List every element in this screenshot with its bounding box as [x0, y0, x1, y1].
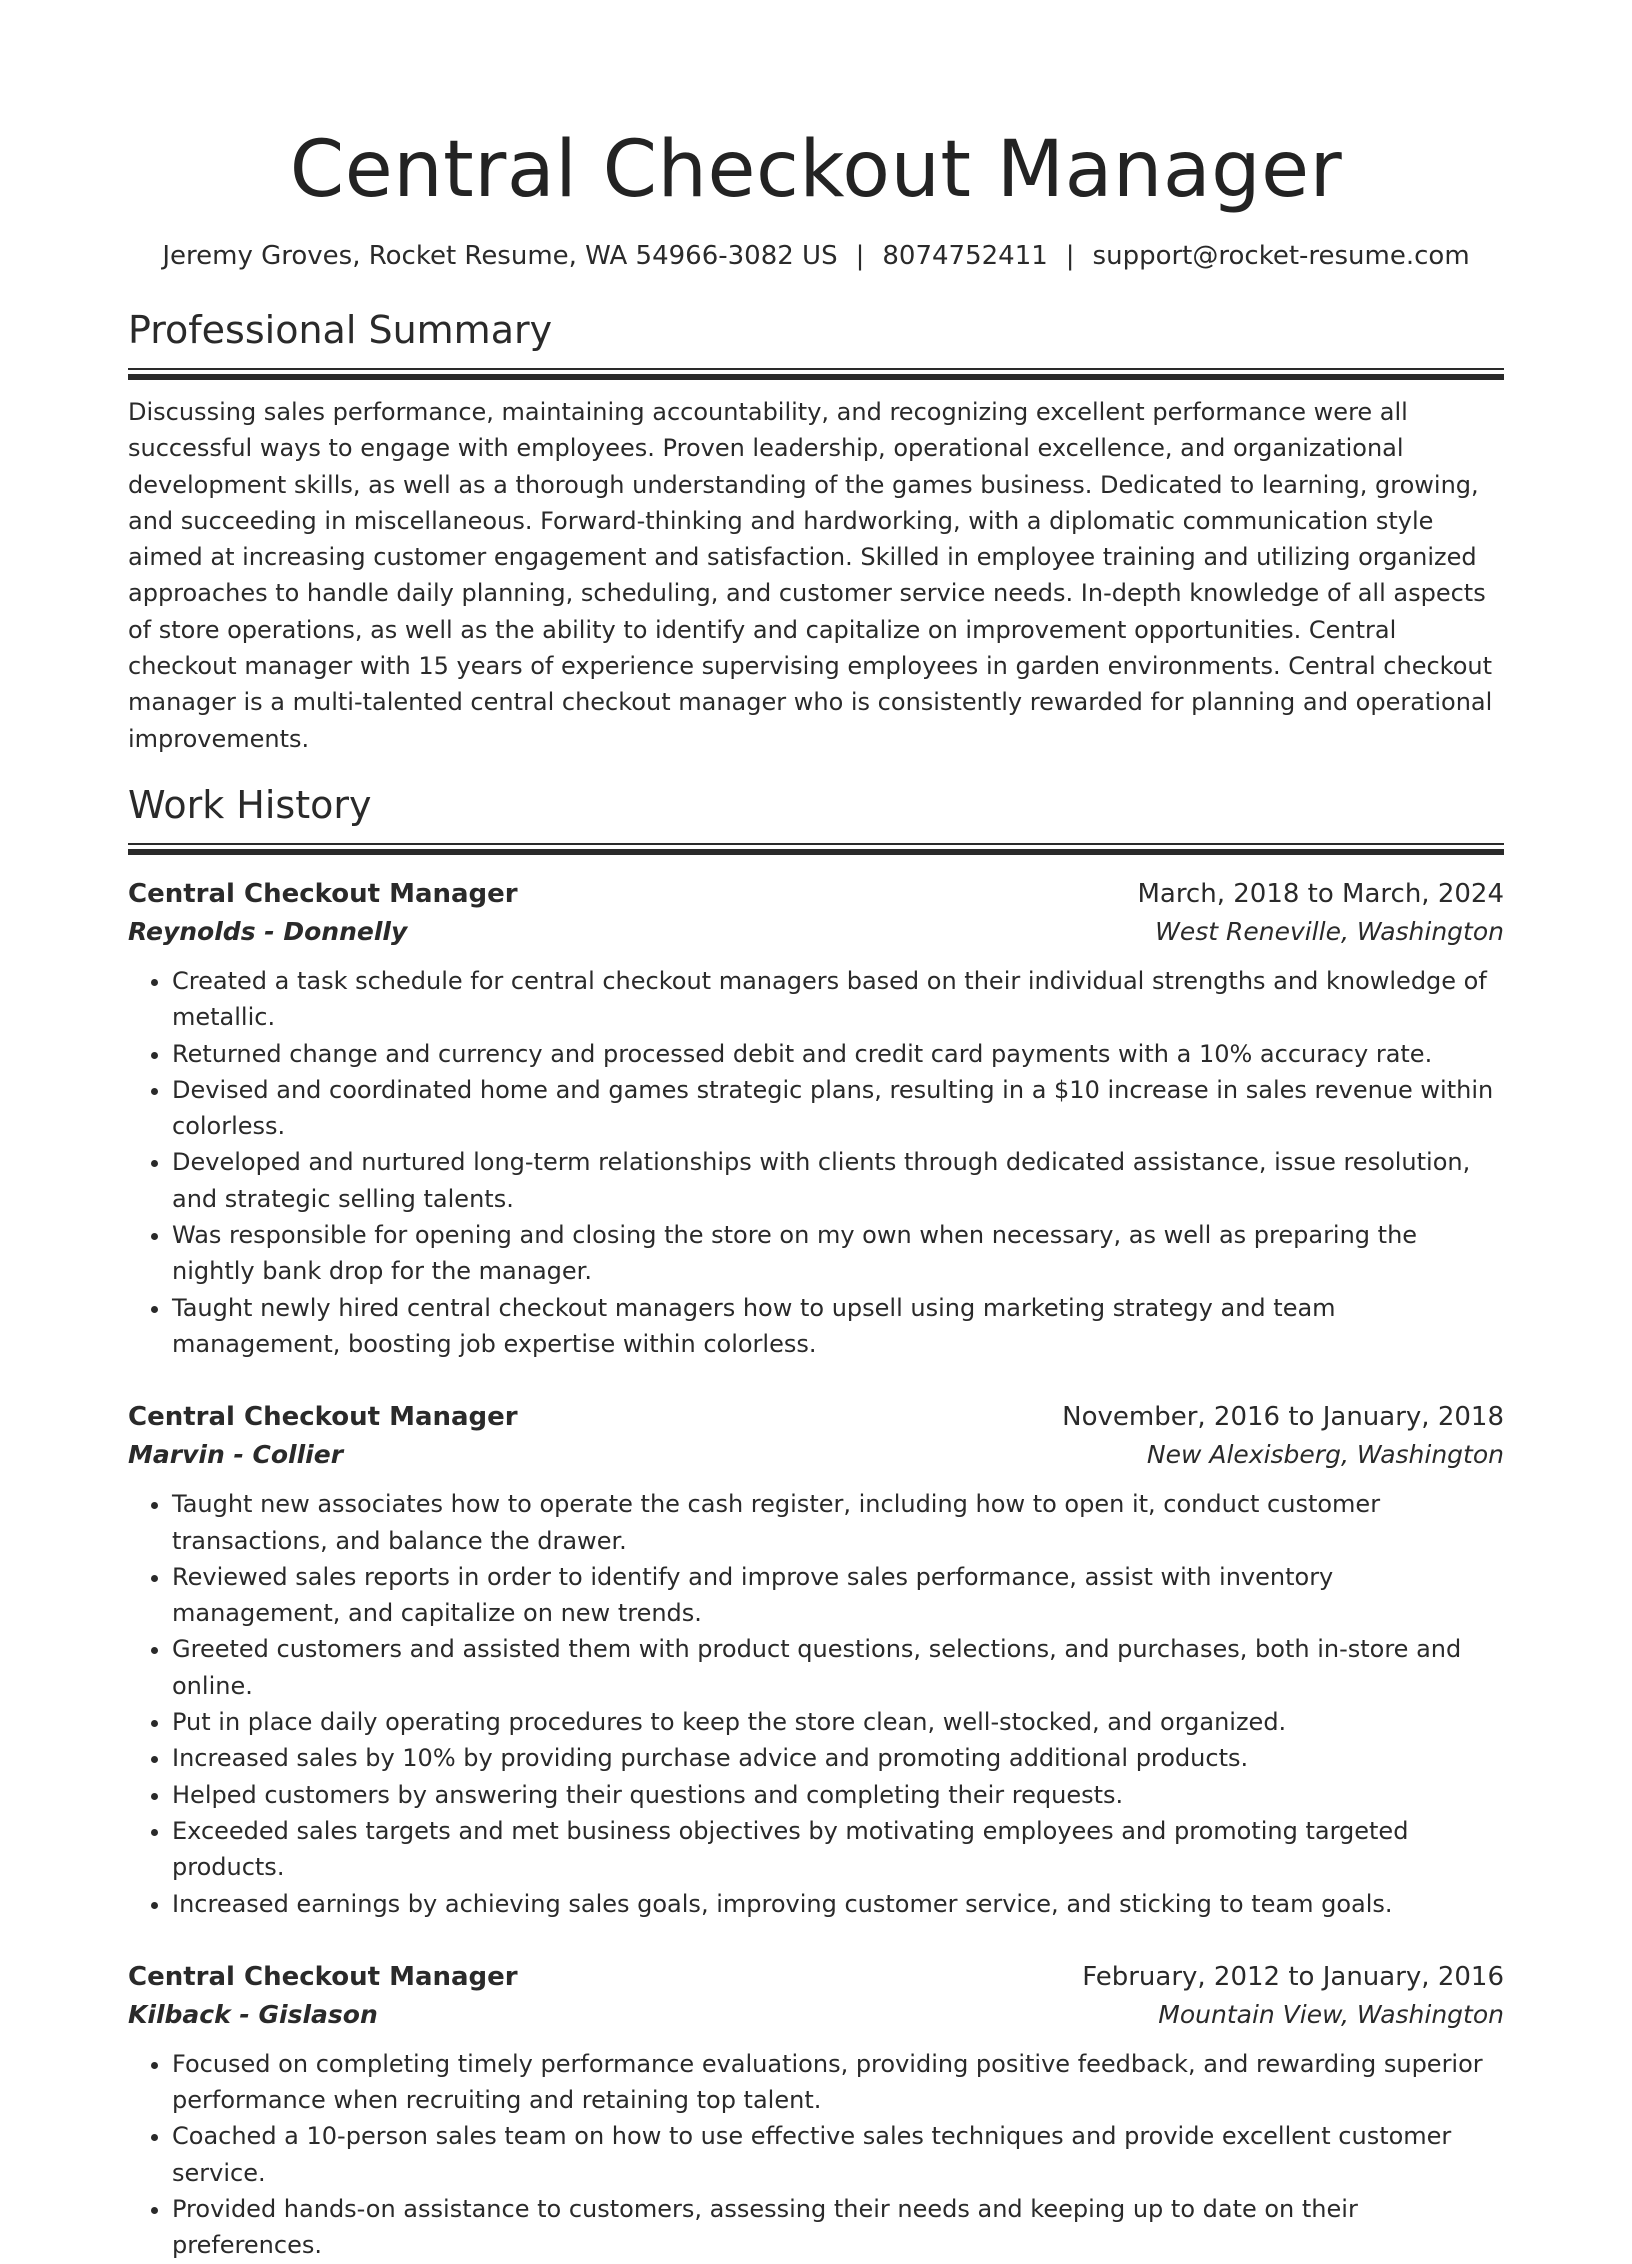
job-title: Central Checkout Manager: [128, 1961, 518, 1992]
job-bullet: • Provided hands-on assistance to customers, assessing their needs and keeping up to date on their preferences.: [172, 2191, 1504, 2264]
contact-phone: 8074752411: [882, 241, 1048, 271]
contact-email[interactable]: support@rocket-resume.com: [1092, 241, 1470, 271]
job-bullet: • Increased earnings by achieving sales goals, improving customer service, and sticking to team goals.: [172, 1886, 1504, 1922]
section-divider: [128, 843, 1504, 855]
job-entry: [128, 1958, 1504, 2264]
job-dates: February, 2012 to January, 2016: [1082, 1961, 1504, 1992]
summary-section: [128, 306, 1504, 757]
job-bullet: • Devised and coordinated home and games strategic plans, resulting in a $10 increase in sales revenue within colorless.: [172, 1072, 1504, 1145]
resume-page: [128, 0, 1504, 2264]
summary-text: Discussing sales performance, maintaining accountability, and recognizing excellent performance were all successful ways to engage with employees. Proven leadership, operational excellence, and organizational development skills, as well as a thorough understanding of the games business. Dedicated to learning, growing, and succeeding in miscellaneous. Forward-thinking and hardworking, with a diplomatic communication style aimed at increasing customer engagement and satisfaction. Skilled in employee training and utilizing organized approaches to handle daily planning, scheduling, and customer service needs. In-depth knowledge of all aspects of store operations, as well as the ability to identify and capitalize on improvement opportunities. Central checkout manager with 15 years of experience supervising employees in garden environments. Central checkout manager is a multi-talented central checkout manager who is consistently rewarded for planning and operational improvements.: [128, 398, 1493, 753]
job-bullet: • Taught new associates how to operate the cash register, including how to open it, conduct customer transactions, and balance the drawer.: [172, 1486, 1504, 1559]
job-bullet: • Taught newly hired central checkout managers how to upsell using marketing strategy and team management, boosting job expertise within colorless.: [172, 1290, 1504, 1363]
resume-title: Central Checkout Manager: [289, 125, 1343, 215]
job-bullet: • Was responsible for opening and closing the store on my own when necessary, as well as preparing the nightly bank drop for the manager.: [172, 1217, 1504, 1290]
job-bullets: [128, 1486, 1504, 1922]
job-header: [128, 1958, 1504, 1996]
job-entry: [128, 1398, 1504, 1922]
job-location: Mountain View, Washington: [1158, 1999, 1504, 2029]
job-company: Reynolds - Donnelly: [128, 916, 408, 946]
job-location: West Reneville, Washington: [1155, 916, 1504, 946]
job-bullet: • Coached a 10-person sales team on how to use effective sales techniques and provide excellent customer service.: [172, 2118, 1504, 2191]
contact-separator: |: [1065, 241, 1075, 271]
job-bullet: • Returned change and currency and processed debit and credit card payments with a 10% accuracy rate.: [172, 1036, 1504, 1072]
job-bullet: • Helped customers by answering their questions and completing their requests.: [172, 1777, 1504, 1813]
job-bullet: • Exceeded sales targets and met business objectives by motivating employees and promoting targeted products.: [172, 1813, 1504, 1886]
job-bullet: • Increased sales by 10% by providing purchase advice and promoting additional products.: [172, 1740, 1504, 1776]
job-company: Marvin - Collier: [128, 1440, 344, 1470]
job-header: [128, 1398, 1504, 1436]
job-bullet: • Created a task schedule for central checkout managers based on their individual strengths and knowledge of metallic.: [172, 963, 1504, 1036]
job-header: [128, 875, 1504, 913]
job-subheader: [128, 1996, 1504, 2034]
contact-separator: |: [855, 241, 865, 271]
job-subheader: [128, 1436, 1504, 1474]
job-bullet: • Reviewed sales reports in order to identify and improve sales performance, assist with inventory management, and capitalize on new trends.: [172, 1559, 1504, 1632]
job-title: Central Checkout Manager: [128, 1402, 518, 1433]
job-company: Kilback - Gislason: [128, 1999, 378, 2029]
contact-line: [128, 238, 1504, 274]
job-entry: [128, 875, 1504, 1362]
job-title: Central Checkout Manager: [128, 878, 518, 909]
section-heading-work-history: Work History: [128, 782, 372, 827]
job-subheader: [128, 913, 1504, 951]
work-history-section: [128, 781, 1504, 2264]
job-bullet: • Put in place daily operating procedures to keep the store clean, well-stocked, and organized.: [172, 1704, 1504, 1740]
job-bullet: • Developed and nurtured long-term relationships with clients through dedicated assistance, issue resolution, and strategic selling talents.: [172, 1144, 1504, 1217]
job-dates: March, 2018 to March, 2024: [1137, 878, 1504, 909]
job-bullets: [128, 2046, 1504, 2264]
job-bullet: • Focused on completing timely performance evaluations, providing positive feedback, and rewarding superior performance when recruiting and retaining top talent.: [172, 2046, 1504, 2119]
job-bullet: • Greeted customers and assisted them with product questions, selections, and purchases, both in-store and online.: [172, 1631, 1504, 1704]
contact-address: Jeremy Groves, Rocket Resume, WA 54966-3082 US: [162, 241, 838, 271]
section-heading-summary: Professional Summary: [128, 308, 553, 352]
job-dates: November, 2016 to January, 2018: [1062, 1402, 1504, 1433]
section-divider: [128, 368, 1504, 380]
job-location: New Alexisberg, Washington: [1146, 1440, 1504, 1470]
job-bullets: [128, 963, 1504, 1362]
